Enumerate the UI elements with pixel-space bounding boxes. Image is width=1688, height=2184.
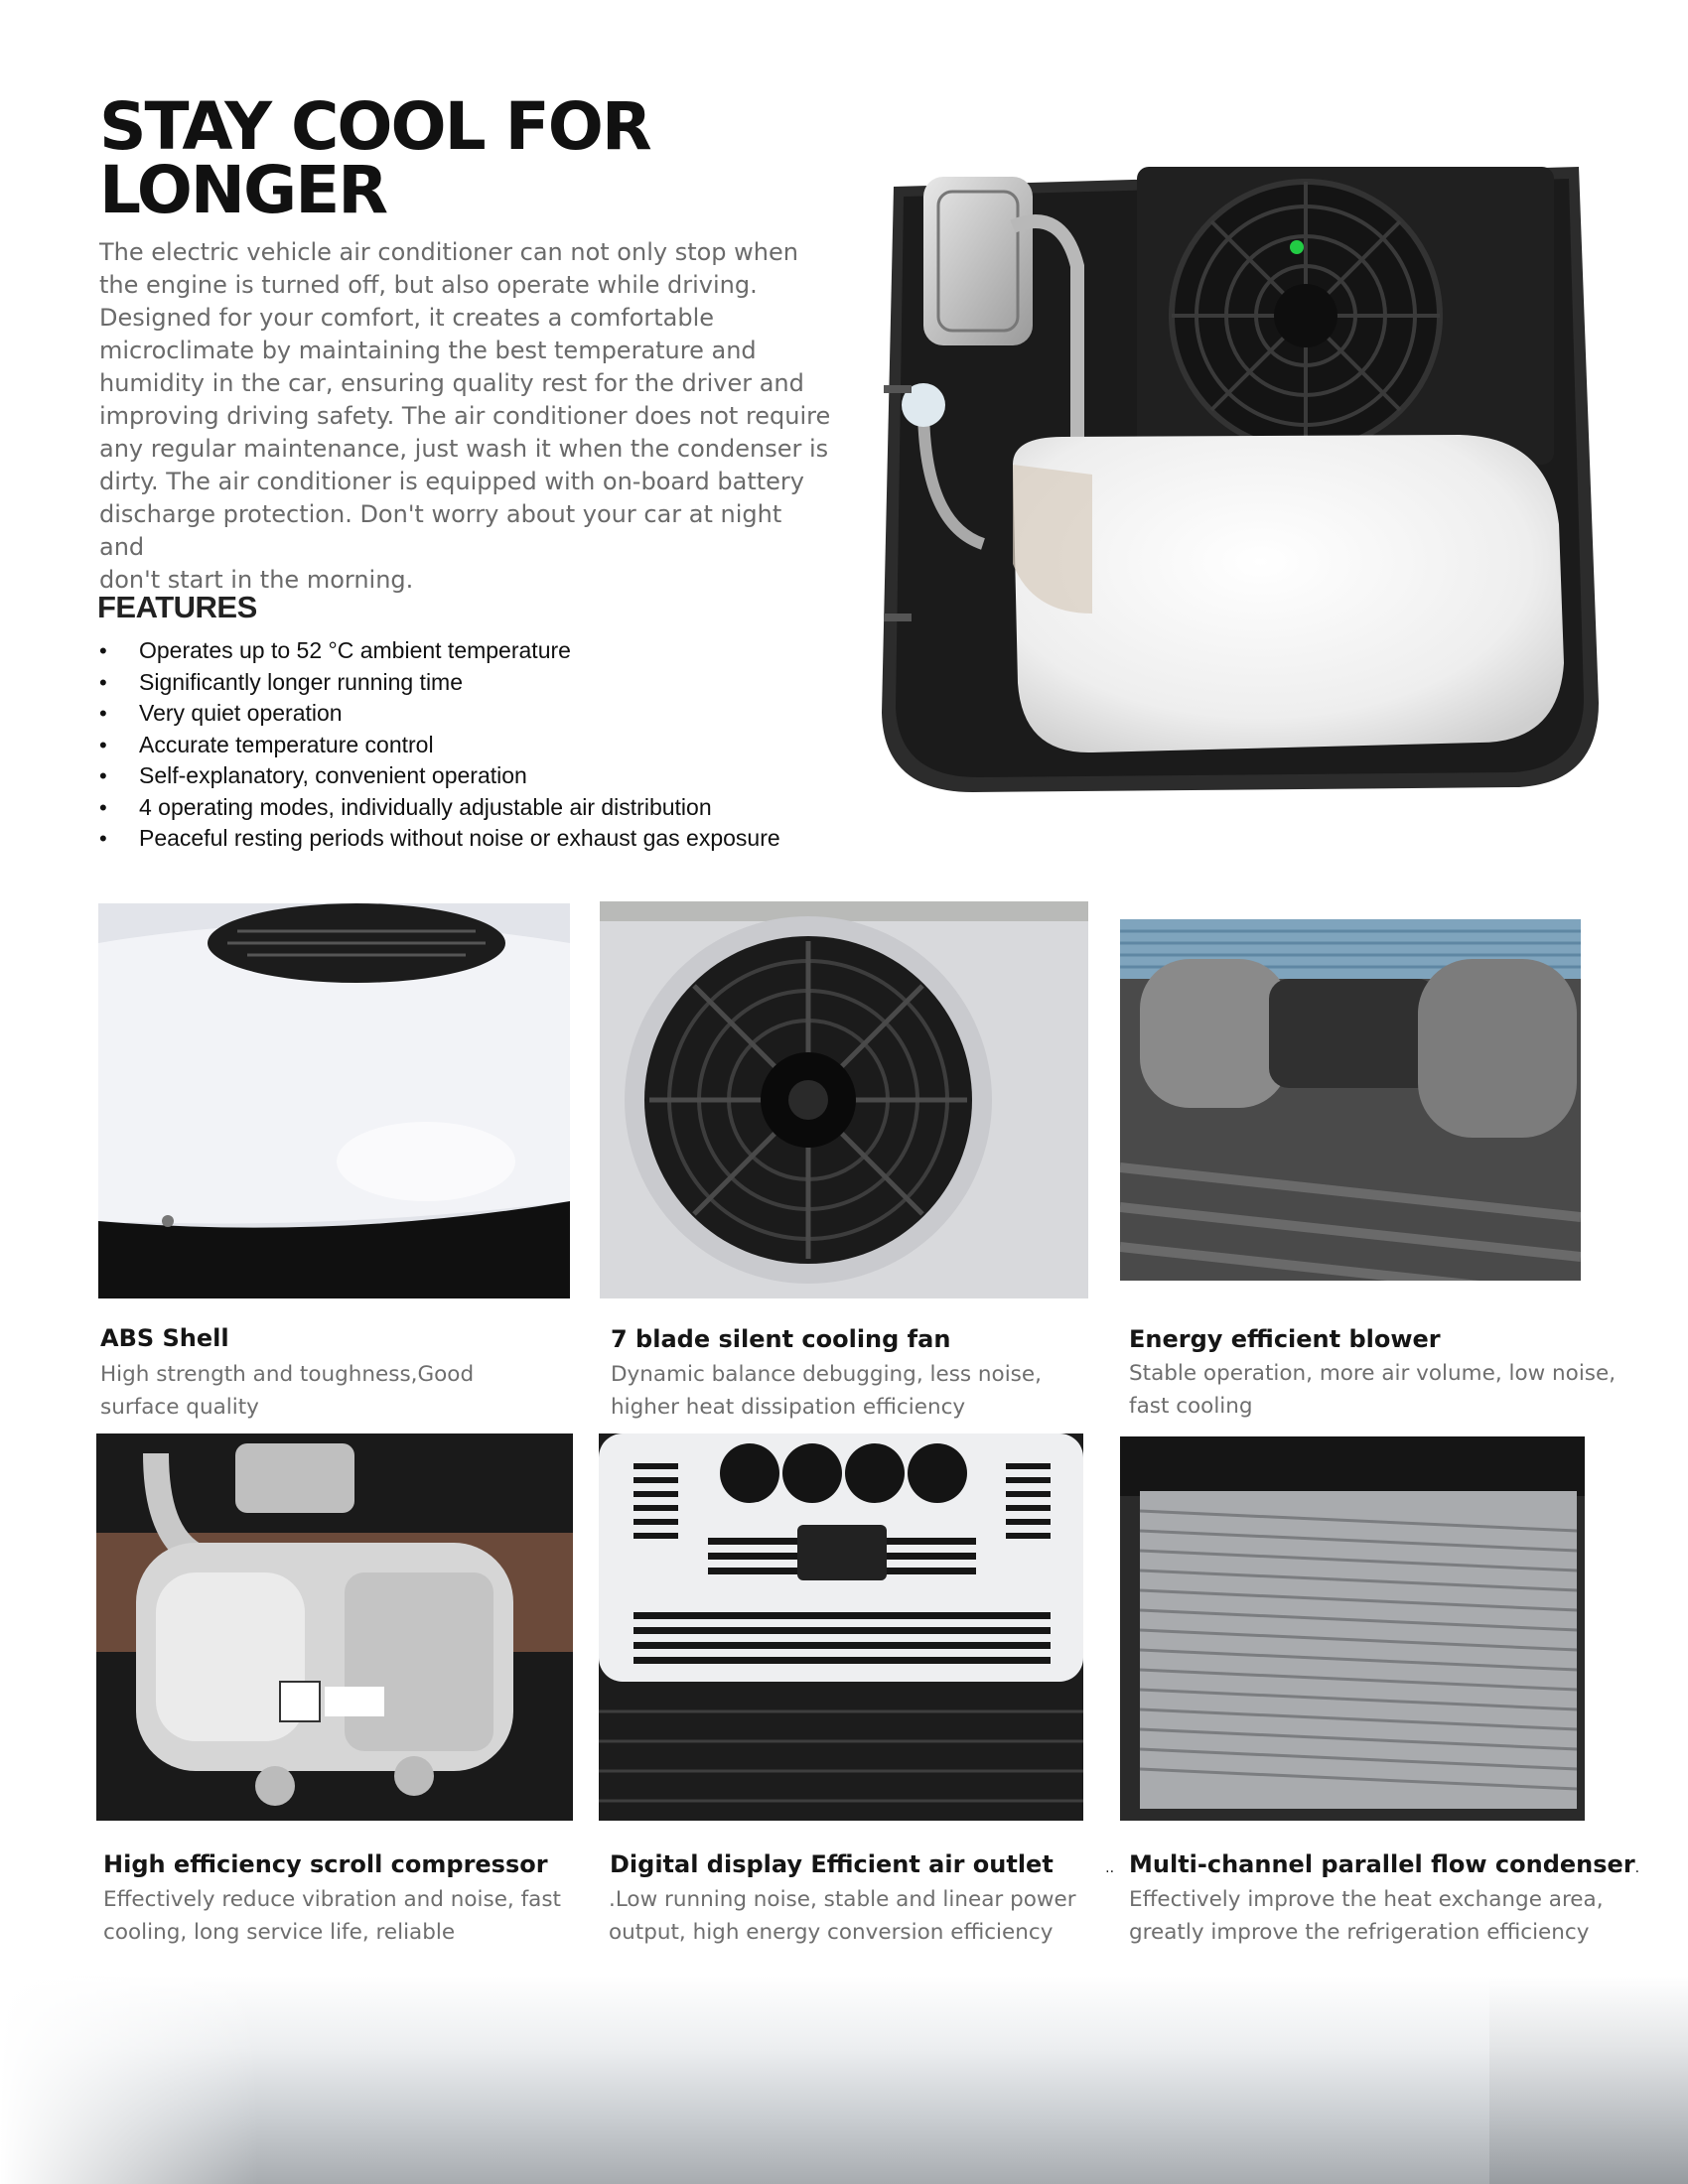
bottom-gradient-decoration (0, 1976, 1688, 2184)
caption-desc-line: surface quality (100, 1395, 259, 1420)
caption-desc-line: Effectively reduce vibration and noise, fast (103, 1887, 561, 1912)
caption-desc-line: greatly improve the refrigeration efficiency (1129, 1920, 1590, 1945)
caption-title-compressor: High efficiency scroll compressor (103, 1850, 548, 1878)
blower-image (1120, 919, 1581, 1281)
cooling-fan-image (600, 901, 1088, 1298)
title-line-2: LONGER (99, 152, 387, 228)
feature-item: • Very quiet operation (99, 698, 854, 730)
ac-unit-hero-image (864, 147, 1599, 802)
caption-desc-line: cooling, long service life, reliable (103, 1920, 456, 1945)
caption-title-abs-shell: ABS Shell (100, 1324, 229, 1352)
page-title (99, 88, 794, 228)
features-heading: FEATURES (97, 590, 257, 624)
caption-desc-abs-shell (100, 1358, 597, 1424)
condenser-photo (1120, 1436, 1585, 1821)
caption-desc-line: Dynamic balance debugging, less noise, (611, 1362, 1042, 1387)
caption-desc-line: Effectively improve the heat exchange area, (1129, 1887, 1604, 1912)
caption-desc-line: .Low running noise, stable and linear power (609, 1887, 1076, 1912)
caption-title-suffix: .. (1105, 1860, 1115, 1876)
caption-desc-line: higher heat dissipation efficiency (611, 1395, 966, 1420)
title-line-1: STAY COOL FOR (99, 88, 650, 165)
caption-title-condenser (1129, 1850, 1639, 1878)
feature-item: • Operates up to 52 °C ambient temperature (99, 635, 854, 667)
abs-shell-image (98, 903, 570, 1298)
feature-item: • Accurate temperature control (99, 730, 854, 761)
caption-desc-blower (1129, 1357, 1625, 1423)
caption-title-text: Digital display Efficient air outlet (610, 1850, 1054, 1878)
ac-unit-illustration (864, 147, 1599, 802)
features-list (99, 635, 854, 855)
feature-item: • 4 operating modes, individually adjustable air distribution (99, 792, 854, 824)
feature-item: • Self-explanatory, convenient operation (99, 760, 854, 792)
caption-desc-cooling-fan (611, 1358, 1107, 1424)
cooling-fan-photo (600, 901, 1088, 1298)
caption-title-suffix: . (1634, 1860, 1640, 1876)
intro-paragraph: The electric vehicle air conditioner can not only stop when the engine is turned off, but also operate while driving. Designed for your comfort, it creates a comfortable microclimate by maintaining the best temperature and humidity in the car, ensuring quality rest for the driver and improving driving safety. The air conditioner does not require any regular maintenance, just wash it when the condenser is dirty. The air conditioner is equipped with on-board battery discharge protection. Don't worry about your car at night and don't start in the morning. (99, 238, 831, 594)
caption-desc-line: fast cooling (1129, 1394, 1253, 1419)
caption-title-blower: Energy efficient blower (1129, 1325, 1441, 1353)
blower-photo (1120, 919, 1581, 1281)
feature-item: • Significantly longer running time (99, 667, 854, 699)
caption-title-cooling-fan: 7 blade silent cooling fan (611, 1325, 951, 1353)
caption-title-air-outlet (610, 1850, 1114, 1878)
caption-desc-compressor (103, 1883, 600, 1949)
caption-desc-air-outlet (609, 1883, 1105, 1949)
air-outlet-panel-photo (599, 1433, 1083, 1821)
compressor-photo (96, 1433, 573, 1821)
caption-desc-line: output, high energy conversion efficiency (609, 1920, 1054, 1945)
caption-desc-line: Stable operation, more air volume, low noise, (1129, 1361, 1617, 1386)
compressor-image (96, 1433, 573, 1821)
caption-desc-condenser (1129, 1883, 1625, 1949)
feature-item: • Peaceful resting periods without noise or exhaust gas exposure (99, 823, 854, 855)
abs-shell-photo (98, 903, 570, 1298)
air-outlet-panel-image (599, 1433, 1083, 1821)
condenser-image (1120, 1436, 1585, 1821)
caption-desc-line: High strength and toughness,Good (100, 1362, 475, 1387)
caption-title-text: Multi-channel parallel flow condenser (1129, 1850, 1635, 1878)
